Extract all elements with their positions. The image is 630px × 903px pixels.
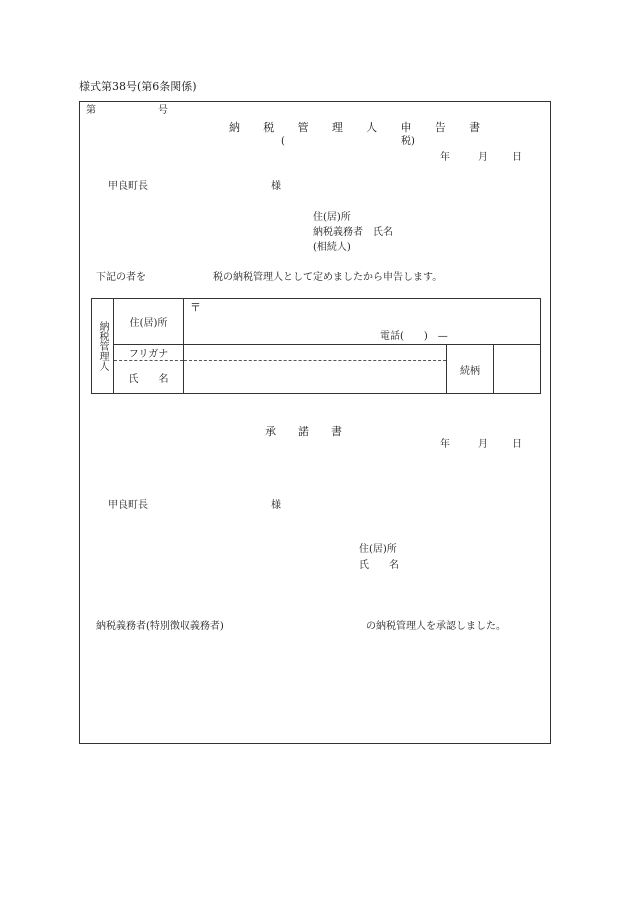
- declaration-sama: 様: [271, 181, 281, 192]
- relation-label: 続柄: [447, 345, 494, 394]
- tax-administrator-table: [91, 298, 541, 394]
- document-number-dai: 第: [86, 105, 96, 116]
- furigana-field[interactable]: [184, 345, 447, 361]
- consent-addressee: 甲良町長: [108, 500, 148, 511]
- form-frame: [79, 101, 551, 744]
- side-label: 納税管理人: [97, 321, 108, 371]
- consent-title: 承 諾 書: [265, 425, 342, 438]
- consent-statement-suffix: の納税管理人を承認しました。: [366, 621, 506, 632]
- form-number: 様式第38号(第6条関係): [79, 80, 197, 93]
- postal-mark: 〒: [190, 301, 201, 314]
- address-field[interactable]: [184, 299, 541, 345]
- tax-type-open: (: [281, 136, 285, 147]
- name-label: 氏 名: [114, 361, 184, 394]
- document-number-go: 号: [158, 105, 168, 116]
- relation-field[interactable]: [494, 345, 541, 394]
- consent-date-day: 日: [512, 439, 522, 450]
- name-field[interactable]: [184, 361, 447, 394]
- declaration-date-month: 月: [478, 152, 488, 163]
- furigana-label: フリガナ: [114, 345, 184, 361]
- statement-suffix: 税の納税管理人として定めましたから申告します。: [213, 272, 443, 283]
- applicant-address-label: 住(居)所: [313, 212, 351, 223]
- declaration-title: 納 税 管 理 人 申 告 書: [229, 121, 490, 134]
- declaration-date-day: 日: [512, 152, 522, 163]
- phone-label: 電話( ) —: [380, 331, 448, 342]
- tax-type-close: 税): [401, 136, 415, 147]
- declaration-addressee: 甲良町長: [108, 181, 148, 192]
- consent-address-label: 住(居)所: [359, 544, 397, 555]
- consent-name-label: 氏 名: [359, 560, 399, 571]
- consent-statement-prefix: 納税義務者(特別徴収義務者): [96, 621, 224, 632]
- declaration-date-year: 年: [440, 152, 450, 163]
- consent-date-year: 年: [440, 439, 450, 450]
- side-label-cell: [92, 299, 114, 394]
- consent-sama: 様: [271, 500, 281, 511]
- address-label: 住(居)所: [114, 299, 184, 345]
- applicant-name-label: 納税義務者 氏名: [313, 227, 393, 238]
- consent-date-month: 月: [478, 439, 488, 450]
- applicant-heir-label: (相続人): [313, 242, 351, 253]
- statement-prefix: 下記の者を: [96, 272, 146, 283]
